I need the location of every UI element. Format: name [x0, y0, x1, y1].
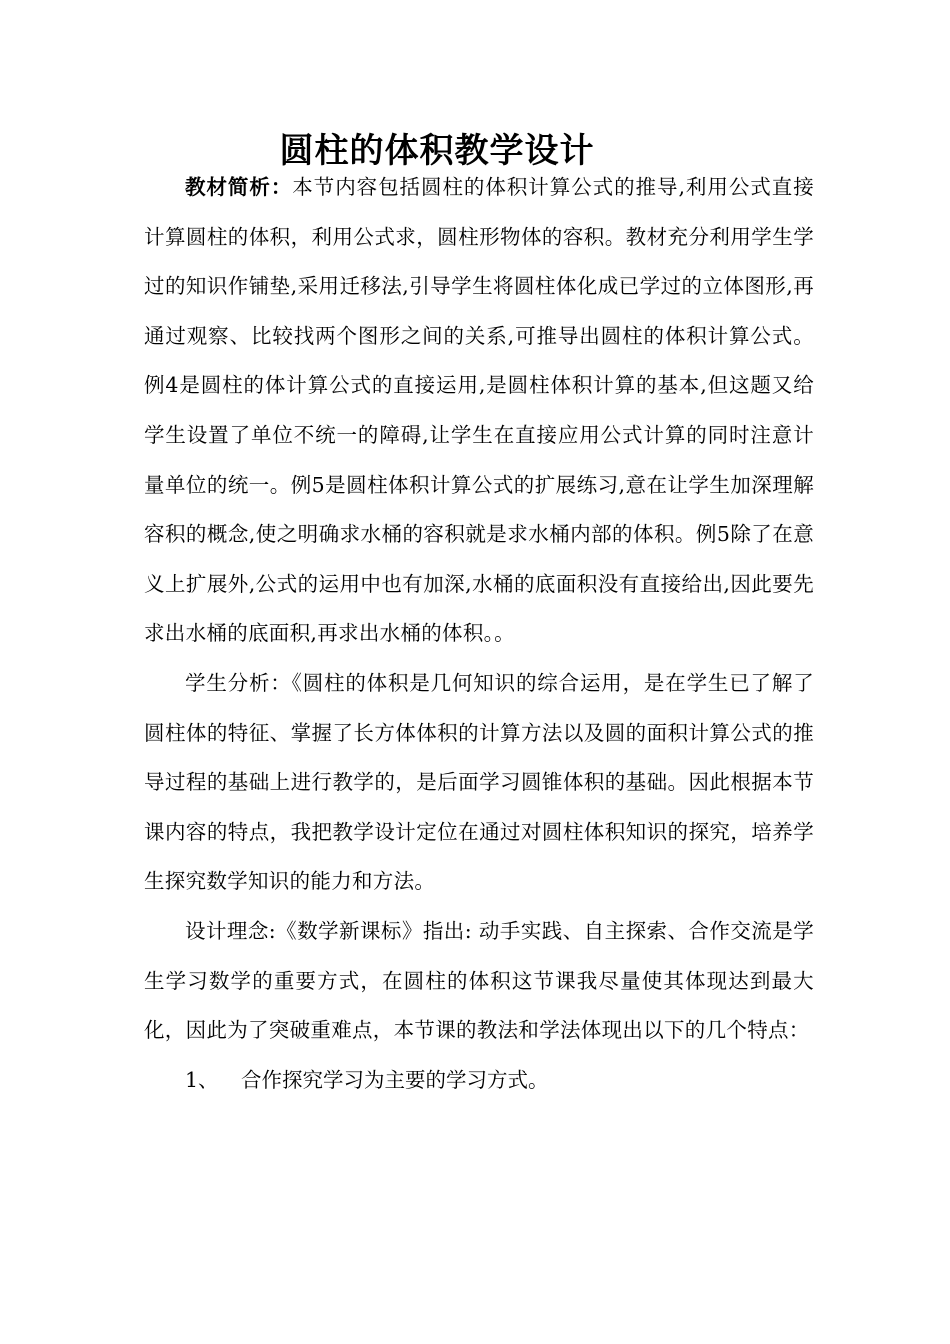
- list-item-text: 合作探究学习为主要的学习方式。: [241, 1067, 549, 1092]
- paragraph-lead: 教材简析：: [185, 175, 293, 199]
- document-title: 圆柱的体积教学设计: [279, 131, 595, 171]
- paragraph-text: 本节内容包括圆柱的体积计算公式的推导,利用公式直接计算圆柱的体积，利用公式求，圆柱形物体的容积。教材充分利用学生学过的知识作铺垫,采用迁移法,引导学生将圆柱体化成已学过的立体图形,再通过观察、比较找两个图形之间的关系,可推导出圆柱的体积计算公式。例4是圆柱的体计算公式的直接运用,是圆柱体积计算的基本,但这题又给学生设置了单位不统一的障碍,让学生在直接应用公式计算的同时注意计量单位的统一。例5是圆柱体积计算公式的扩展练习,意在让学生加深理解容积的概念,使之明确求水桶的容积就是求水桶内部的体积。例5除了在意义上扩展外,公式的运用中也有加深,水桶的底面积没有直接给出,因此要先求出水桶的底面积,再求出水桶的体积。。: [144, 175, 815, 646]
- paragraph-design-concept: 设计理念:《数学新课标》指出: 动手实践、自主探索、合作交流是学生学习数学的重要方式，在圆柱的体积这节课我尽量使其体现达到最大化，因此为了突破重难点，本节课的教法和学法体现出以下的几个特点：: [144, 918, 814, 1043]
- list-item-number: 1、: [185, 1067, 219, 1092]
- paragraph-textbook-analysis: [144, 163, 814, 659]
- list-item: [144, 1056, 814, 1106]
- document-body: [144, 163, 814, 1105]
- paragraph-student-analysis: 学生分析：《圆柱的体积是几何知识的综合运用，是在学生已了解了圆柱体的特征、掌握了长方体体积的计算方法以及圆的面积计算公式的推导过程的基础上进行教学的，是后面学习圆锥体积的基础。因此根据本节课内容的特点，我把教学设计定位在通过对圆柱体积知识的探究，培养学生探究数学知识的能力和方法。: [144, 670, 814, 894]
